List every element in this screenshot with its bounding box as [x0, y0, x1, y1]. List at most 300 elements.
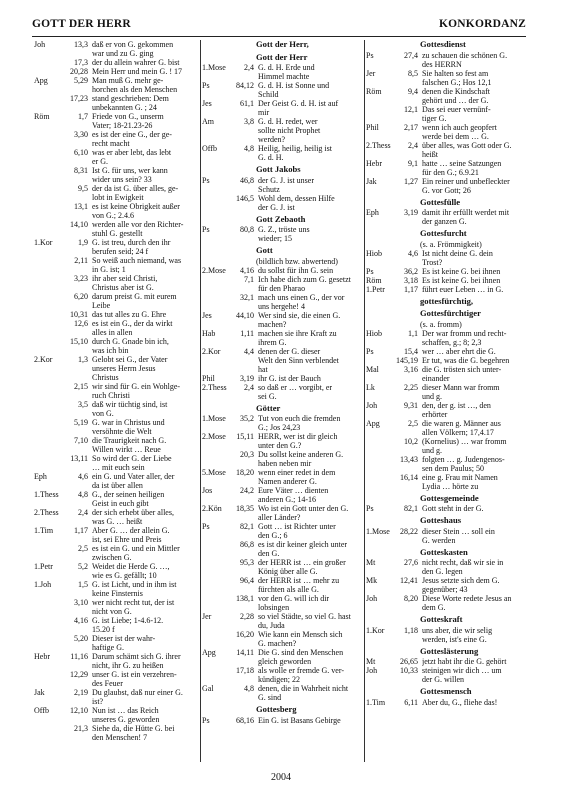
entry-text: sollte nicht Prophet [258, 126, 321, 135]
entry-text: unbekannten G. ; 24 [92, 103, 157, 112]
book-abbrev [200, 639, 230, 648]
book-abbrev: 1.Mose [202, 63, 226, 72]
concordance-entry [32, 724, 200, 733]
verse-reference: 26,65 [400, 657, 418, 666]
book-abbrev [32, 661, 58, 670]
book-abbrev [364, 635, 394, 644]
verse-reference: 2,4 [244, 382, 254, 392]
verse-reference: 2,5 [408, 418, 418, 428]
concordance-entry [200, 603, 364, 612]
concordance-entry [200, 576, 364, 585]
verse-reference: 46,8 [240, 175, 254, 185]
entry-text: tiger G. [422, 113, 447, 123]
book-abbrev [32, 535, 58, 544]
verse-reference [230, 203, 258, 212]
book-abbrev: Lk [366, 382, 375, 392]
book-abbrev [32, 220, 58, 229]
entry-text: werden alle vor den Richter- [92, 220, 184, 229]
book-abbrev [200, 621, 230, 630]
verse-reference: 3,30 [74, 130, 88, 139]
book-abbrev: 5.Mose [202, 468, 226, 477]
concordance-entry [200, 72, 364, 81]
section-heading: Gotteskasten [420, 546, 468, 557]
verse-reference: 1,17 [74, 526, 88, 535]
entry-text: sen dem Paulus; 50 [422, 463, 484, 473]
verse-reference [394, 428, 422, 437]
verse-reference [230, 477, 258, 486]
entry-text: wenn einer redet in dem [258, 468, 336, 477]
concordance-entry [364, 576, 526, 585]
book-abbrev: Ps [202, 81, 210, 90]
concordance-entry [200, 666, 364, 675]
book-abbrev [32, 211, 58, 220]
verse-reference: 4,4 [244, 346, 254, 356]
verse-reference: 9,1 [408, 158, 418, 168]
verse-reference: 2,15 [74, 382, 88, 391]
entry-text: wer nicht recht tut, der ist [92, 598, 175, 607]
concordance-entry [32, 130, 200, 139]
book-abbrev [32, 616, 58, 625]
book-abbrev: Apg [202, 648, 216, 657]
book-abbrev: 1.Tim [34, 526, 54, 535]
concordance-entry [364, 249, 526, 258]
verse-reference [230, 657, 258, 666]
concordance-entry [364, 87, 526, 96]
verse-reference [230, 603, 258, 612]
concordance-entry [32, 391, 200, 400]
verse-reference [230, 549, 258, 558]
column-1 [32, 40, 200, 762]
book-abbrev [32, 265, 58, 274]
entry-text: Gott … ist Richter unter [258, 522, 336, 531]
verse-reference: 28,22 [400, 526, 418, 536]
concordance-entry [200, 675, 364, 684]
concordance-entry [32, 157, 200, 166]
page-number: 2004 [271, 772, 291, 783]
concordance-entry [364, 675, 526, 684]
entry-text: wieder; 15 [258, 234, 292, 243]
book-abbrev [32, 598, 58, 607]
concordance-entry [200, 176, 364, 185]
entry-text: Sie halten so fest am [422, 68, 489, 78]
entry-text: Leibe [92, 301, 111, 310]
verse-reference [58, 346, 92, 355]
book-abbrev [364, 455, 394, 464]
concordance-entry [32, 616, 200, 625]
entry-text: Er tut, was die G. begehren [422, 355, 510, 365]
verse-reference [230, 675, 258, 684]
verse-reference [58, 157, 92, 166]
concordance-entry [364, 374, 526, 383]
book-abbrev [32, 202, 58, 211]
entry-text: Du glaubst, daß nur einer G. [92, 688, 183, 697]
verse-reference [58, 265, 92, 274]
verse-reference: 1,11 [240, 328, 254, 338]
verse-reference: 15,4 [404, 346, 418, 356]
entry-text: Namen anderer G. [258, 477, 317, 486]
entry-text: G. Z., tröste uns [258, 225, 310, 234]
book-abbrev [364, 675, 394, 684]
column-divider [200, 40, 201, 762]
verse-reference: 10,33 [400, 666, 418, 675]
verse-reference: 1,3 [78, 355, 88, 364]
entry-text: (Kornelius) … war fromm [422, 436, 507, 446]
verse-reference [58, 625, 92, 634]
verse-reference [230, 567, 258, 576]
verse-reference: 15,11 [236, 432, 254, 441]
entry-text: So wird der G. der Liebe [92, 454, 172, 463]
entry-text: denen die Kindschaft [422, 86, 490, 96]
section-heading: Gotteskraft [420, 614, 463, 624]
book-abbrev [200, 392, 230, 401]
entry-text: Ein reiner und unbefleckter [422, 176, 510, 186]
concordance-entry [200, 153, 364, 162]
concordance-entry [32, 139, 200, 148]
concordance-entry [364, 285, 526, 294]
entry-text: Trost? [422, 257, 443, 267]
verse-reference [58, 49, 92, 58]
entry-text: von G. [92, 409, 114, 418]
verse-reference: 8,20 [404, 594, 418, 603]
book-abbrev [364, 410, 394, 419]
verse-reference: 16,20 [236, 630, 254, 639]
book-abbrev: Jer [202, 612, 212, 621]
entry-text: G. d. H. [258, 153, 284, 162]
book-abbrev [32, 553, 58, 562]
book-abbrev [32, 670, 58, 679]
entry-text: G. d. H. ist Sonne und [258, 81, 330, 90]
concordance-entry [32, 337, 200, 346]
concordance-entry [364, 60, 526, 69]
book-abbrev: Apg [34, 76, 48, 85]
concordance-entry [200, 657, 364, 666]
verse-reference [58, 328, 92, 337]
entry-text: Ein G. ist Basans Gebirge [258, 715, 341, 725]
book-abbrev [32, 49, 58, 58]
book-abbrev [200, 693, 230, 702]
book-abbrev [32, 247, 58, 256]
entry-text: werden? [258, 135, 286, 144]
verse-reference: 6,20 [74, 292, 88, 301]
verse-reference: 7,10 [74, 436, 88, 445]
concordance-entry [364, 365, 526, 374]
entry-text: keine Finsternis [92, 589, 143, 598]
concordance-entry [200, 477, 364, 486]
entry-text: ihrem G. [258, 337, 287, 347]
entry-text: und g. [422, 445, 442, 455]
verse-reference [394, 567, 422, 576]
entry-text: unseres Herrn Jesus [92, 364, 156, 373]
entry-text: Diese Worte redete Jesus an [422, 594, 512, 603]
concordance-entry [364, 168, 526, 177]
book-abbrev [32, 184, 58, 193]
entry-text: Schild [258, 90, 279, 99]
entry-text: das tut alles zu G. Ehre [92, 310, 167, 319]
concordance-entry [200, 329, 364, 338]
book-abbrev: 1.Tim [366, 697, 386, 707]
concordance-entry [200, 311, 364, 320]
book-abbrev: 2.Thess [34, 508, 59, 517]
entry-text: Eure Väter … dienten [258, 486, 329, 495]
concordance-entry [200, 90, 364, 99]
verse-reference: 21,3 [74, 724, 88, 733]
book-abbrev [200, 302, 230, 311]
concordance-entry [200, 144, 364, 153]
verse-reference [394, 603, 422, 612]
entry-text: Ist nicht deine G. dein [422, 248, 493, 258]
entry-text: der G. J. ist unser [258, 175, 314, 185]
book-abbrev [200, 185, 230, 194]
book-abbrev [200, 72, 230, 81]
verse-reference [230, 531, 258, 540]
book-abbrev [200, 666, 230, 675]
section-heading: Gott Jakobs [256, 164, 301, 174]
entry-text: gleich geworden [258, 657, 312, 666]
book-abbrev [200, 675, 230, 684]
verse-reference [58, 103, 92, 112]
verse-reference: 4,6 [408, 248, 418, 258]
entry-text: ein G. und Vater aller, der [92, 472, 175, 481]
verse-reference [58, 463, 92, 472]
verse-reference [230, 365, 258, 374]
entry-text: recht macht [92, 139, 130, 148]
book-abbrev [364, 338, 394, 347]
book-abbrev: Joh [34, 40, 46, 49]
concordance-entry [200, 558, 364, 567]
section-heading: Götter [256, 402, 281, 413]
book-abbrev: Jes [202, 99, 212, 108]
verse-reference: 96,4 [240, 576, 254, 585]
book-abbrev [32, 625, 58, 634]
entry-text: Welt den Sinn verblendet [258, 355, 339, 365]
entry-text: Schutz [258, 184, 280, 194]
entry-text: Es ist keine G. bei ihnen [422, 266, 501, 276]
concordance-entry [200, 302, 364, 311]
entry-text: dieser Mann war fromm [422, 382, 500, 392]
book-abbrev [200, 320, 230, 329]
concordance-entry [364, 217, 526, 226]
book-abbrev [32, 571, 58, 580]
concordance-entry [200, 468, 364, 477]
book-abbrev [32, 427, 58, 436]
verse-reference [58, 517, 92, 526]
concordance-entry [32, 508, 200, 517]
book-abbrev [200, 284, 230, 293]
entry-text: der HERR ist … ein großer [258, 558, 346, 567]
verse-reference: 3,16 [404, 364, 418, 374]
entry-text: Es ist keine G. bei ihnen [422, 275, 501, 285]
book-abbrev [32, 292, 58, 301]
concordance-entry [200, 522, 364, 531]
verse-reference: 24,2 [240, 486, 254, 495]
concordance-entry [200, 234, 364, 243]
concordance-entry [32, 481, 200, 490]
verse-reference [58, 211, 92, 220]
book-abbrev: 1.Petr [366, 284, 385, 294]
entry-text: Wer sind sie, die einen G. [258, 310, 341, 320]
book-abbrev [200, 365, 230, 374]
entry-text: folgten … g. Judengenos- [422, 454, 505, 464]
concordance-entry [364, 666, 526, 675]
concordance-entry [32, 211, 200, 220]
entry-text: von G.; 2.4.6 [92, 211, 134, 220]
book-abbrev [32, 589, 58, 598]
book-abbrev: Joh [366, 400, 378, 410]
book-abbrev: Ps [366, 346, 374, 356]
verse-reference [58, 283, 92, 292]
verse-reference [230, 108, 258, 117]
concordance-entry [200, 338, 364, 347]
verse-reference [58, 571, 92, 580]
concordance-entry [32, 112, 200, 121]
concordance-entry [364, 464, 526, 473]
book-abbrev [364, 428, 394, 437]
entry-text: lobt in Ewigkeit [92, 193, 144, 202]
concordance-entry [364, 473, 526, 482]
section-heading: Gott der Herr [256, 51, 308, 62]
section-heading: Gottesfürchtiger [420, 308, 481, 318]
verse-reference [394, 217, 422, 226]
concordance-entry [32, 175, 200, 184]
verse-reference: 11,16 [70, 652, 88, 661]
entry-text: hatte … seine Satzungen [422, 158, 502, 168]
book-abbrev: 1.Thess [34, 490, 59, 499]
concordance-entry [364, 356, 526, 365]
book-abbrev [32, 373, 58, 382]
entry-text: sei G. [258, 391, 277, 401]
verse-reference [394, 482, 422, 491]
book-abbrev [32, 67, 58, 76]
book-abbrev [32, 148, 58, 157]
entry-text: nicht von G. [92, 607, 132, 616]
verse-reference: 7,1 [244, 274, 254, 284]
book-abbrev: 2.Mose [202, 432, 226, 441]
entry-text: die Traurigkeit nach G. [92, 436, 167, 445]
concordance-entry [200, 594, 364, 603]
entry-text: G. war in Christus und [92, 418, 165, 427]
entry-text: Wohl dem, dessen Hilfe [258, 193, 335, 203]
verse-reference [394, 635, 422, 644]
entry-text: den G.; 6 [258, 531, 288, 540]
book-abbrev [200, 594, 230, 603]
concordance-entry [200, 108, 364, 117]
verse-reference: 61,1 [240, 99, 254, 108]
entry-text: hat [258, 364, 268, 374]
entry-text: 15.20 f [92, 625, 115, 634]
entry-text: fürchten als alle G. [258, 585, 319, 594]
concordance-entry [200, 684, 364, 693]
concordance-entry [200, 347, 364, 356]
concordance-entry [32, 166, 200, 175]
concordance-entry [200, 612, 364, 621]
book-abbrev [32, 391, 58, 400]
book-abbrev [32, 139, 58, 148]
book-abbrev [32, 436, 58, 445]
book-abbrev: Offb [34, 706, 49, 715]
book-abbrev [200, 603, 230, 612]
verse-reference: 4,8 [78, 490, 88, 499]
concordance-entry [200, 549, 364, 558]
concordance-entry [200, 392, 364, 401]
verse-reference: 5,20 [74, 634, 88, 643]
book-abbrev [364, 168, 394, 177]
verse-reference: 27,6 [404, 558, 418, 567]
verse-reference: 32,1 [240, 292, 254, 302]
verse-reference: 17,18 [236, 666, 254, 675]
entry-text: heißt [422, 149, 438, 159]
concordance-entry [200, 414, 364, 423]
book-abbrev: Phil [202, 373, 215, 383]
book-abbrev: 2.Kor [34, 355, 53, 364]
concordance-entry [32, 463, 200, 472]
concordance-entry [364, 347, 526, 356]
verse-reference [230, 338, 258, 347]
verse-reference [230, 693, 258, 702]
verse-reference: 12,6 [74, 319, 88, 328]
verse-reference [58, 733, 92, 742]
book-abbrev: 1.Kor [34, 238, 53, 247]
verse-reference [230, 234, 258, 243]
verse-reference: 13,3 [74, 40, 88, 49]
concordance-entry [32, 427, 200, 436]
book-abbrev: Mal [366, 364, 379, 374]
entry-text: schaffen, g.; 8; 2,3 [422, 337, 482, 347]
verse-reference: 2,28 [240, 612, 254, 621]
concordance-entry [364, 258, 526, 267]
verse-reference [58, 535, 92, 544]
verse-reference: 1,18 [404, 625, 418, 635]
book-abbrev [32, 364, 58, 373]
book-abbrev: Ps [366, 50, 374, 60]
verse-reference [58, 301, 92, 310]
verse-reference [58, 679, 92, 688]
concordance-entry [364, 177, 526, 186]
concordance-entry [364, 527, 526, 536]
concordance-entry [364, 123, 526, 132]
verse-reference: 145,19 [396, 355, 418, 365]
book-abbrev: 2.Thess [366, 140, 391, 150]
verse-reference: 2,4 [244, 63, 254, 72]
book-abbrev [32, 445, 58, 454]
entry-text: Siehe da, die Hütte G. bei [92, 724, 175, 733]
section-heading: Gott Zebaoth [256, 213, 306, 224]
column-2 [200, 40, 364, 762]
entry-text: ist? [92, 697, 104, 706]
concordance-entry [32, 679, 200, 688]
book-abbrev [364, 150, 394, 159]
concordance-entry [200, 266, 364, 275]
verse-reference: 9,5 [78, 184, 88, 193]
book-abbrev [32, 724, 58, 733]
concordance-entry [32, 382, 200, 391]
verse-reference: 12,41 [400, 576, 418, 585]
verse-reference: 20,3 [240, 450, 254, 459]
concordance-entry [364, 69, 526, 78]
concordance-entry [364, 329, 526, 338]
verse-reference: 27,4 [404, 50, 418, 60]
verse-reference: 3,10 [74, 598, 88, 607]
entry-text: Das sei euer vernünf- [422, 104, 491, 114]
book-abbrev [200, 459, 230, 468]
book-abbrev [364, 482, 394, 491]
entry-text: Gelobt sei G., der Vater [92, 355, 168, 364]
entry-text: führt euer Leben … in G. [422, 284, 504, 294]
verse-reference [58, 85, 92, 94]
verse-reference: 6,10 [74, 148, 88, 157]
concordance-entry [200, 621, 364, 630]
concordance-entry [200, 585, 364, 594]
book-abbrev: Hiob [366, 328, 382, 338]
